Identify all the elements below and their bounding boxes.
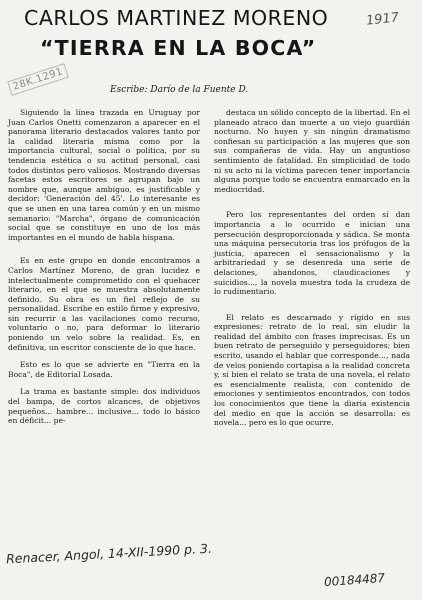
article-title: “TIERRA EN LA BOCA” [40,36,317,60]
archive-code: 00184487 [323,570,386,590]
paragraph: destaca un sólido concepto de la libertad. En el planeado atraco dan muerte a un viejo guardián nocturno. No huyen y sin ningún dramatismo confiesan su participación a las mujeres que son sus compañeras de vida. Hay un angustioso sentimiento de fatalidad. En simplicidad de todo ni su acto ni la víctima parecen tener importancia alguna porque todo se encuentra enmarcado en la mediocridad. [214,108,410,194]
date-stamp: 28K.1291 [7,63,69,96]
right-column [214,108,410,428]
handwritten-year: 1917 [365,10,400,29]
paragraph: Esto es lo que se advierte en "Tierra en la Boca", de Editorial Losada. [8,360,200,379]
paragraph: El relato es descarnado y rígido en sus expresiones: retrato de lo real, sin eludir la realidad del ámbito con frases imprecisas. Es un buen retrato de perseguido y perseguidores; bien escrito, usando el hablar que corresponde..., nada de velos poniendo cortapisa a la realidad concreta y, si bien el relato se trata de una novela, el relato es esencialmente realista, con contenido de emociones y sentimientos encontrados, con todos los conocimientos que tiene la diaria existencia del medio en que la acción se desarrolla: es novela... pero es lo que ocurre. [214,312,410,428]
paragraph: La trama es bastante simple: dos individuos del bampa, de cortos alcances, de objetivos pequeños... hambre... inclusive... todo lo básico en déficit... pe- [8,387,200,426]
byline: Escribe: Darío de la Fuente D. [110,85,249,95]
author-heading: CARLOS MARTINEZ MORENO [24,6,329,30]
paragraph: Pero los representantes del orden sí dan importancia a lo ocurrido e inician una persecución desproporcionada y sádica. Se monta una máquina persecutoria tras los prófugos de la justicia, aparecen el sensacionalismo y la arbitrariedad y se desenreda una serie de delaciones, abandonos, claudicaciones y suicidios..., la novela muestra toda la crudeza de lo rudimentario. [214,210,410,297]
left-column [8,108,200,426]
handwritten-citation: Renacer, Angol, 14-XII-1990 p. 3. [5,540,213,567]
paragraph: Siguiendo la línea trazada en Uruguay por Juan Carlos Onetti comenzaron a aparecer en el panorama literario destacados valores tanto por la calidad literaria misma como por la importancia cultural, social o política, por su tendencia estética o su actitud personal, casi todos distintos pero valiosos. Mostrando diversas facetas estos escritores se agrupan bajo un nombre que, aunque ambiguo, es justificable y decidor: 'Generación del 45'. Lo interesante es que se unen en una tarea común y en un mismo semanario: "Marcha", órgano de comunicación social que se constituye en uno de los más importantes en el mundo de habla hispana. [8,108,200,242]
paragraph: Es en este grupo en donde encontramos a Carlos Martínez Moreno, de gran lucidez e intelectualmente comprometido con el quehacer literario, en el que se muestra absolutamente definido. Su obra es un fiel reflejo de su personalidad. Escribe en estilo firme y expresivo, sin recurrir a las vacilaciones como recurso, voluntario o no, para deformar lo literario poniendo un velo sobre la realidad. Es, en definitiva, un escritor consciente de lo que hace. [8,256,200,352]
